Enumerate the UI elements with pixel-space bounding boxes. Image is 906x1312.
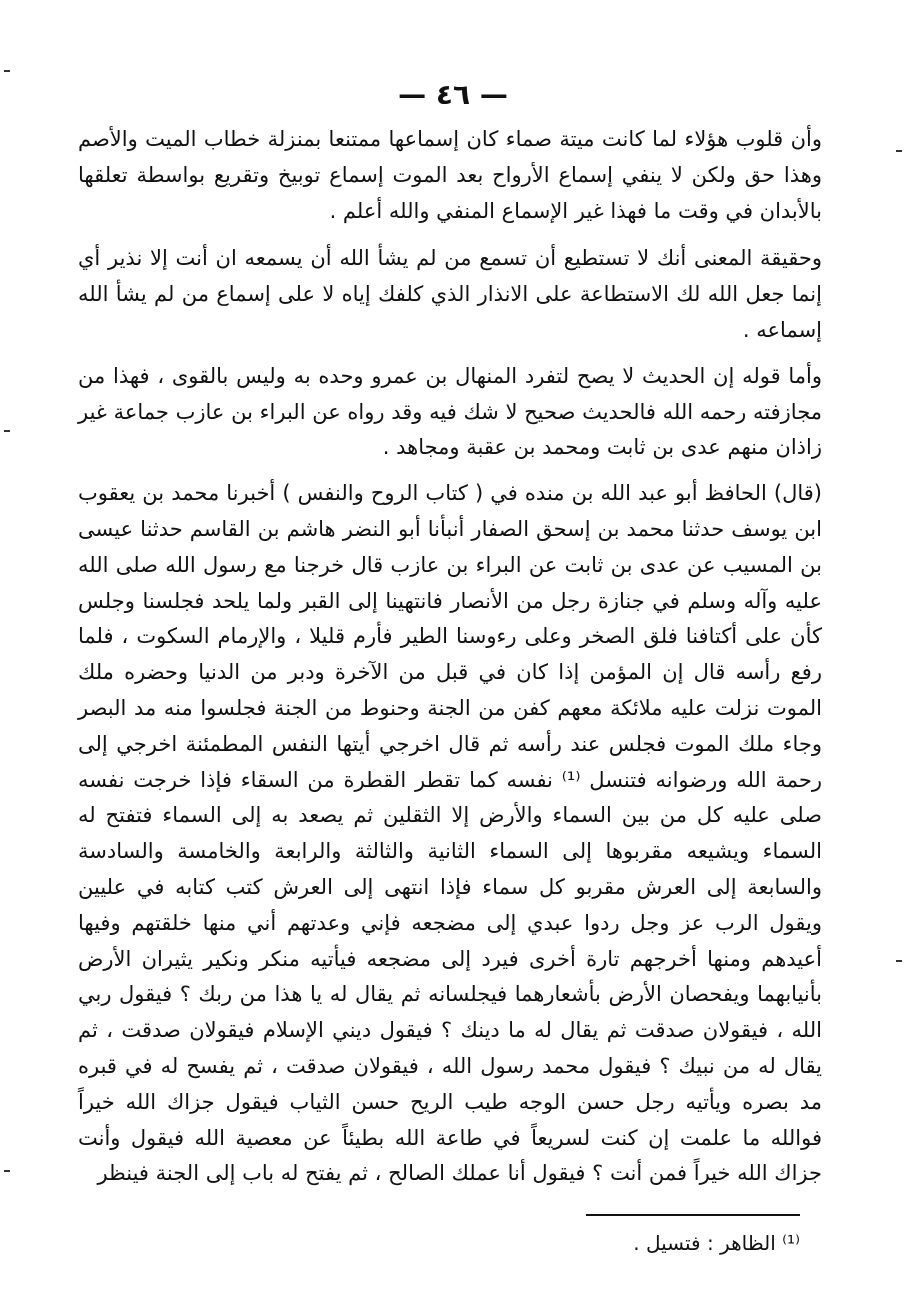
scan-mark <box>4 70 10 72</box>
scan-mark <box>896 960 902 962</box>
footnote-divider <box>586 1214 800 1216</box>
body-text <box>78 122 822 1202</box>
scan-mark <box>4 1170 10 1172</box>
page-number: — ٤٦ — <box>398 78 508 111</box>
scan-mark <box>4 430 10 432</box>
paragraph: وأن قلوب هؤلاء لما كانت ميتة صماء كان إسماعها ممتنعا بمنزلة خطاب الميت والأصم وهذا حق ولكن لا ينفي إسماع الأرواح بعد الموت إسماع توبيخ وتقريع بواسطة تعلقها بالأبدان في وقت ما فهذا غير الإسماع المنفي والله أعلم . <box>78 127 822 223</box>
paragraph: وحقيقة المعنى أنك لا تستطيع أن تسمع من لم يشأ الله أن يسمعه ان أنت إلا نذير أي إنما جعل الله لك الاستطاعة على الانذار الذي كلفك إياه لا على إسماع من لم يشأ الله إسماعه . <box>78 246 822 342</box>
scan-mark <box>896 150 902 152</box>
paragraph: (قال) الحافظ أبو عبد الله بن منده في ( كتاب الروح والنفس ) أخبرنا محمد بن يعقوب ابن يوسف حدثنا محمد بن إسحق الصفار أنبأنا أبو النضر هاشم بن القاسم حدثنا عيسى بن المسيب عن عدى بن ثابت عن البراء بن عازب قال خرجنا مع رسول الله صلى الله عليه وآله وسلم في جنازة رجل من الأنصار فانتهينا إلى القبر ولما يلحد فجلسنا وجلس كأن على أكتافنا فلق الصخر وعلى رءوسنا الطير فأرم قليلا ، والإرمام السكوت ، فلما رفع رأسه قال إن المؤمن إذا كان في قبل من الآخرة ودبر من الدنيا وحضره ملك الموت نزلت عليه ملائكة معهم كفن من الجنة وحنوط من الجنة فجلسوا منه مد البصر وجاء ملك الموت فجلس عند رأسه ثم قال اخرجي أيتها النفس المطمئنة اخرجي إلى رحمة الله ورضوانه فتنسل ⁽¹⁾ نفسه كما تقطر القطرة من السقاء فإذا خرجت نفسه صلى عليه كل من بين السماء والأرض إلا الثقلين ثم يصعد به إلى السماء فتفتح له السماء ويشيعه مقربوها إلى السماء الثانية والثالثة والرابعة والخامسة والسادسة والسابعة إلى العرش مقربو كل سماء فإذا انتهى إلى العرش كتب كتابه في عليين ويقول الرب عز وجل ردوا عبدي إلى مضجعه فإني وعدتهم أني منها خلقتهم وفيها أعيدهم ومنها أخرجهم تارة أخرى فيرد إلى مضجعه فيأتيه منكر ونكير يثيران الأرض بأنيابهما ويفحصان الأرض بأشعارهما فيجلسانه ثم يقال له يا هذا من ربك ؟ فيقول ربي الله ، فيقولان صدقت ثم يقال له ما دينك ؟ فيقول ديني الإسلام فيقولان صدقت ، ثم يقال له من نبيك ؟ فيقول محمد رسول الله ، فيقولان صدقت ، ثم يفسح له في قبره مد بصره ويأتيه رجل حسن الوجه طيب الريح حسن الثياب فيقول جزاك الله خيراً فوالله ما علمت إن كنت لسريعاً في طاعة الله بطيئاً عن معصية الله فيقول وأنت جزاك الله خيراً فمن أنت ؟ فيقول أنا عملك الصالح ، ثم يفتح له باب إلى الجنة فينظر <box>78 481 822 1186</box>
footnote: ⁽¹⁾ الظاهر : فتسيل . <box>633 1231 800 1255</box>
paragraph: وأما قوله إن الحديث لا يصح لتفرد المنهال بن عمرو وحده به وليس بالقوى ، فهذا من مجازفته رحمه الله فالحديث صحيح لا شك فيه وقد رواه عن البراء بن عازب جماعة غير زاذان منهم عدى بن ثابت ومحمد بن عقبة ومجاهد . <box>78 363 822 460</box>
